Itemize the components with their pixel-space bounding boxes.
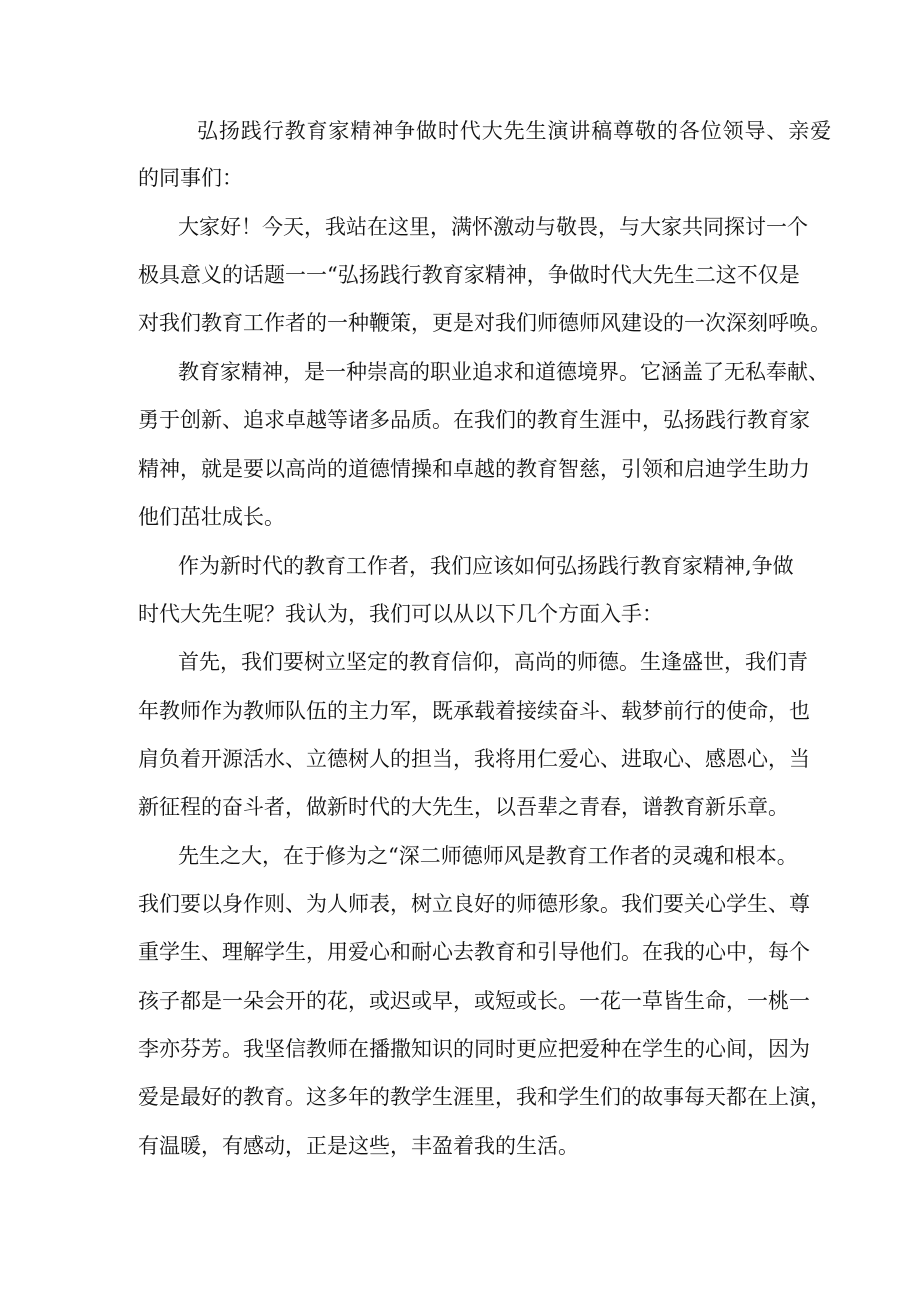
text-line: 的同事们：	[138, 166, 243, 190]
text-line: 时代大先生呢？我认为，我们可以从以下几个方面入手：	[138, 602, 663, 626]
text-line: 勇于创新、追求卓越等诸多品质。在我们的教育生涯中，弘扬践行教育家	[138, 408, 810, 432]
text-line: 爱是最好的教育。这多年的教学生涯里，我和学生们的故事每天都在上演，	[138, 1085, 831, 1109]
paragraph-first-line: 作为新时代的教育工作者，我们应该如何弘扬践行教育家精神,争做	[178, 554, 794, 578]
text-line: 年教师作为教师队伍的主力军，既承载着接续奋斗、载梦前行的使命，也	[138, 699, 810, 723]
paragraph-first-line: 大家好！今天，我站在这里，满怀激动与敬畏，与大家共同探讨一个	[178, 215, 808, 239]
text-line: 极具意义的话题一一“弘扬践行教育家精神，争做时代大先生二这不仅是	[138, 263, 800, 287]
text-line: 孩子都是一朵会开的花，或迟或早，或短或长。一花一草皆生命，一桃一	[138, 989, 810, 1013]
text-line: 有温暖，有感动，正是这些，丰盈着我的生活。	[138, 1134, 579, 1158]
paragraph-first-line: 教育家精神，是一种崇高的职业追求和道德境界。它涵盖了无私奉献、	[178, 360, 829, 384]
text-line: 精神，就是要以高尚的道德情操和卓越的教育智慈，引领和启迪学生助力	[138, 457, 810, 481]
paragraph-first-line: 先生之大，在于修为之“深二师德师风是教育工作者的灵魂和根本。	[178, 844, 798, 868]
title-line: 弘扬践行教育家精神争做时代大先生演讲稿尊敬的各位领导、亲爱	[197, 119, 833, 143]
text-line: 李亦芬芳。我坚信教师在播撒知识的同时更应把爱种在学生的心间，因为	[138, 1037, 810, 1061]
text-line: 重学生、理解学生，用爱心和耐心去教育和引导他们。在我的心中，每个	[138, 940, 810, 964]
text-line: 对我们教育工作者的一种鞭策，更是对我们师德师风建设的一次深刻呼唤。	[138, 311, 831, 335]
text-line: 肩负着开源活水、立德树人的担当，我将用仁爱心、进取心、感恩心，当	[138, 747, 810, 771]
text-line: 我们要以身作则、为人师表，树立良好的师德形象。我们要关心学生、尊	[138, 892, 810, 916]
text-line: 新征程的奋斗者，做新时代的大先生，以吾辈之青春，谱教育新乐章。	[138, 795, 789, 819]
text-line: 他们茁壮成长。	[138, 505, 285, 529]
paragraph-first-line: 首先，我们要树立坚定的教育信仰，高尚的师德。生逢盛世，我们青	[178, 650, 808, 674]
